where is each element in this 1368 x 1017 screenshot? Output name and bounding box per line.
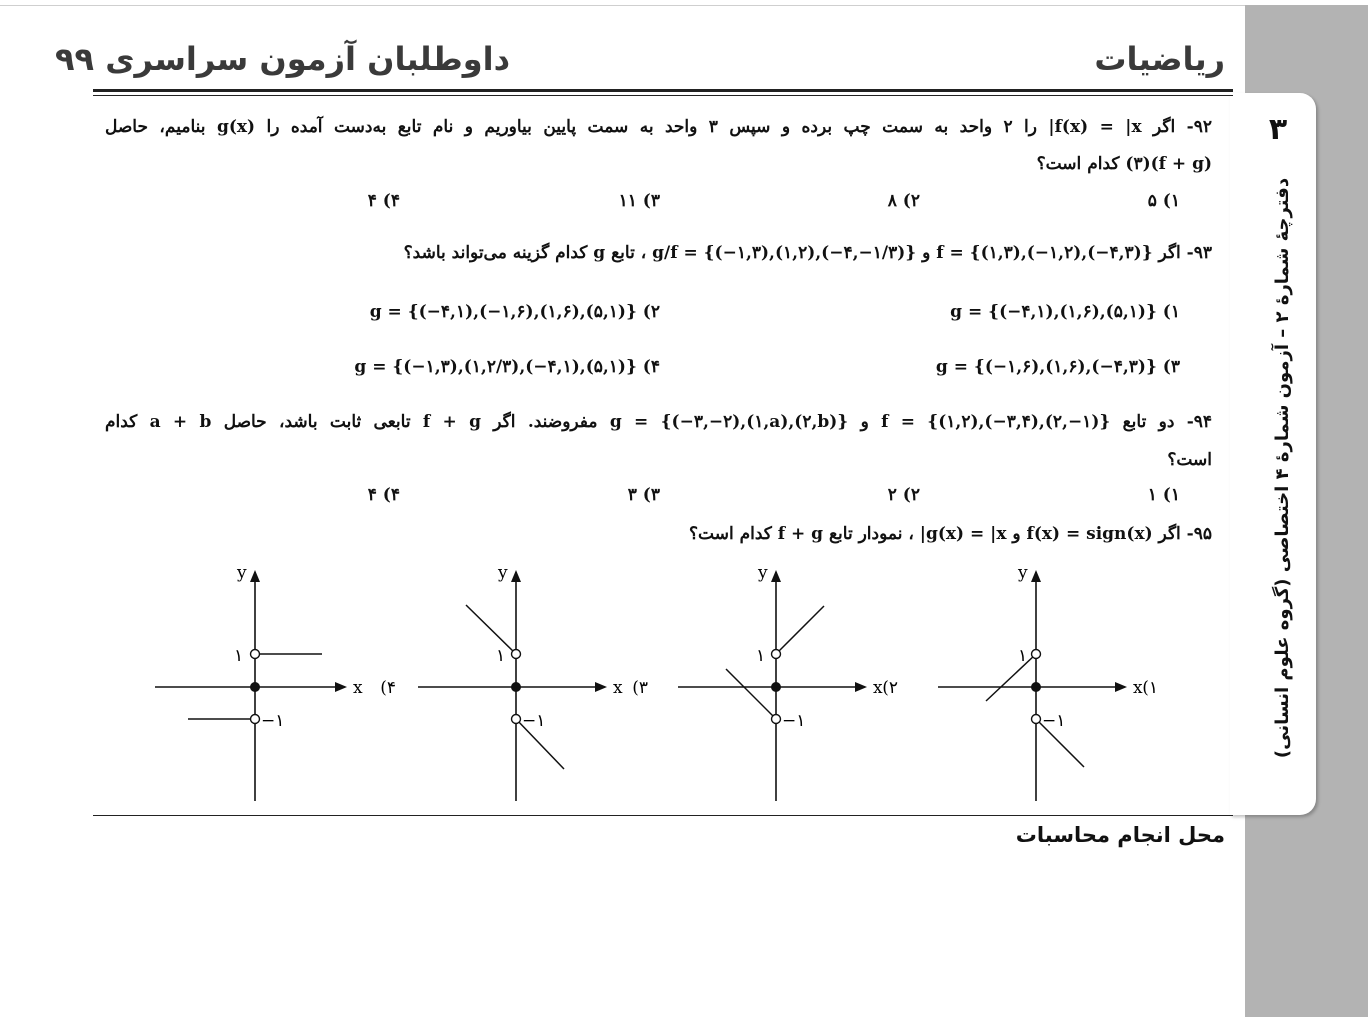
q93-option-1[interactable]: ۱) g = {(−۴,۱),(۱,۶),(۵,۱)} bbox=[950, 302, 1180, 322]
graph-branch-left bbox=[986, 654, 1036, 701]
x-label: x bbox=[1133, 678, 1143, 698]
tick-label-one: ۱ bbox=[1018, 646, 1028, 666]
closed-point bbox=[771, 682, 781, 692]
tick-label-one: ۱ bbox=[234, 646, 244, 666]
header-rule-thin bbox=[93, 95, 1233, 96]
q95-graph-1[interactable] bbox=[930, 558, 1190, 808]
calculation-area-label: محل انجام محاسبات bbox=[1015, 823, 1225, 847]
q94-option-3[interactable]: ۳) ۳ bbox=[627, 485, 660, 505]
exam-title: داوطلبان آزمون سراسری ۹۹ bbox=[55, 40, 510, 78]
subject-title: ریاضیات bbox=[1094, 40, 1225, 78]
open-point bbox=[1032, 715, 1041, 724]
tick-label-one: ۱ bbox=[756, 646, 766, 666]
y-label: y bbox=[1018, 563, 1028, 583]
q94-option-2[interactable]: ۲) ۲ bbox=[887, 485, 920, 505]
open-point bbox=[512, 715, 521, 724]
x-label: x bbox=[353, 678, 363, 698]
q93-option-2[interactable]: ۲) g = {(−۴,۱),(−۱,۶),(۱,۶),(۵,۱)} bbox=[369, 302, 660, 322]
graph-branch-left bbox=[466, 605, 516, 654]
x-label: x bbox=[873, 678, 883, 698]
graph-branch-right bbox=[776, 606, 824, 654]
q95-graph-2[interactable] bbox=[670, 558, 930, 808]
y-label: y bbox=[237, 563, 247, 583]
x-label: x bbox=[613, 678, 623, 698]
closed-point bbox=[1031, 682, 1041, 692]
open-point bbox=[251, 650, 260, 659]
q92-option-1[interactable]: ۱) ۵ bbox=[1147, 191, 1180, 211]
y-label: y bbox=[498, 563, 508, 583]
q93-text: ۹۳- اگر f = {(۱,۳),(−۱,۲),(−۴,۳)} و g/f = {(−۱,۳),(۱,۲),(−۴,−۱/۳)} ، تابع g کدام گزینه می‌تواند باشد؟ bbox=[403, 243, 1212, 263]
q95-graph-3[interactable] bbox=[410, 558, 670, 808]
graph-option-label: ۴) bbox=[380, 678, 396, 698]
open-point bbox=[772, 715, 781, 724]
q94-text-cont: است؟ bbox=[1167, 450, 1212, 470]
q92-text: ۹۲- اگر f(x) = |x| را ۲ واحد به سمت چپ برده و سپس ۳ واحد به سمت پایین بیاوریم و نام تابع به‌دست آمده را g(x) بنامیم، حاصل bbox=[105, 117, 1212, 137]
closed-point bbox=[511, 682, 521, 692]
q95-text: ۹۵- اگر f(x) = sign(x) و g(x) = |x| ، نمودار تابع f + g کدام است؟ bbox=[688, 524, 1212, 544]
footer-rule bbox=[93, 815, 1233, 816]
q93-option-3[interactable]: ۳) g = {(−۱,۶),(۱,۶),(−۴,۳)} bbox=[935, 357, 1180, 377]
page-top-border bbox=[0, 5, 1245, 6]
q92-option-3[interactable]: ۳) ۱۱ bbox=[618, 191, 660, 211]
closed-point bbox=[250, 682, 260, 692]
open-point bbox=[1032, 650, 1041, 659]
q94-option-4[interactable]: ۴) ۴ bbox=[367, 485, 400, 505]
q94-option-1[interactable]: ۱) ۱ bbox=[1147, 485, 1180, 505]
booklet-caption: دفترچهٔ شمارهٔ ۲ – آزمون شمارهٔ ۴ اختصاصی (گروه علوم انسانی) bbox=[1272, 177, 1293, 759]
open-point bbox=[512, 650, 521, 659]
q92-text-cont: (f + g)(۳) کدام است؟ bbox=[1036, 154, 1212, 174]
tick-label-minus-one: −۱ bbox=[522, 711, 546, 731]
tick-label-minus-one: −۱ bbox=[261, 711, 285, 731]
tick-label-minus-one: −۱ bbox=[1042, 711, 1066, 731]
q94-text: ۹۴- دو تابع f = {(۱,۲),(−۳,۴),(۲,−۱)} و g = {(−۳,−۲),(۱,a),(۲,b)} مفروضند. اگر f + g تابعی ثابت باشد، حاصل a + b کدام bbox=[105, 412, 1213, 432]
q92-option-2[interactable]: ۲) ۸ bbox=[887, 191, 920, 211]
y-label: y bbox=[758, 563, 768, 583]
graph-option-label: ۱) bbox=[1142, 678, 1158, 698]
graph-option-label: ۲) bbox=[882, 678, 898, 698]
q93-option-4[interactable]: ۴) g = {(−۱,۳),(۱,۲/۳),(−۴,۱),(۵,۱)} bbox=[354, 357, 660, 377]
q92-option-4[interactable]: ۴) ۴ bbox=[367, 191, 400, 211]
open-point bbox=[251, 715, 260, 724]
page-number: ۳ bbox=[1268, 112, 1288, 147]
open-point bbox=[772, 650, 781, 659]
q95-graph-4[interactable] bbox=[150, 558, 410, 808]
tick-label-one: ۱ bbox=[496, 646, 506, 666]
graph-branch-left bbox=[726, 669, 776, 719]
graph-option-label: ۳) bbox=[632, 678, 648, 698]
header-rule bbox=[93, 89, 1233, 92]
tick-label-minus-one: −۱ bbox=[782, 711, 806, 731]
